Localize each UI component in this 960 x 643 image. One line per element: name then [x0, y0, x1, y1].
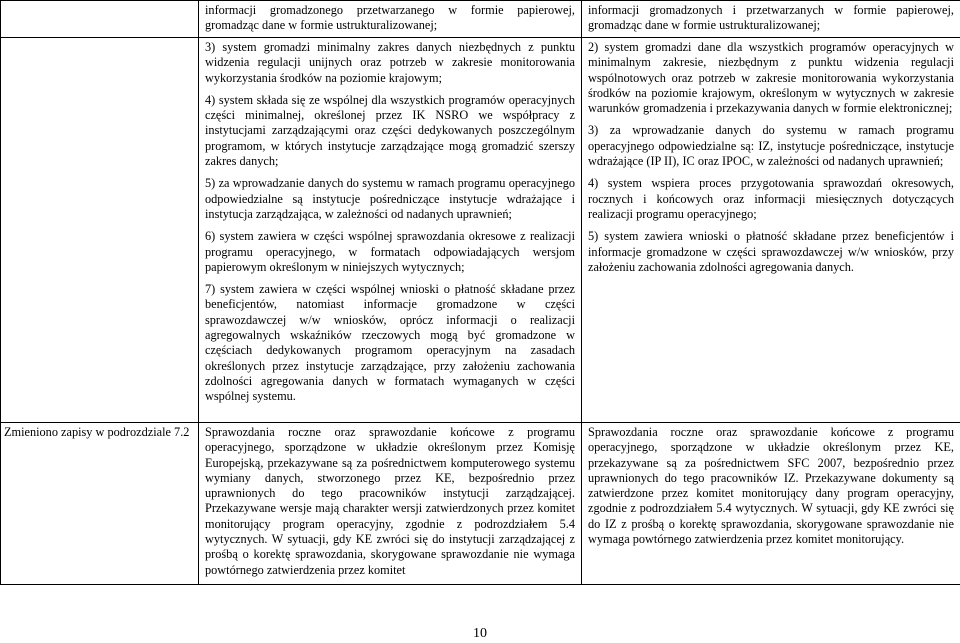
- change-note: Zmieniono zapisy w podrozdziale 7.2: [4, 425, 190, 439]
- paragraph: informacji gromadzonych i przetwarzanych w formie papierowej, gromadząc dane w formie ustrukturalizowanej;: [588, 3, 954, 33]
- paragraph: 3) system gromadzi minimalny zakres danych niezbędnych z punktu widzenia regulacji unijnych oraz potrzeb w zakresie monitorowania wykorzystania środków na poziomie krajowym;: [205, 40, 575, 85]
- cell-change-note-main: [1, 38, 199, 423]
- paragraph: Sprawozdania roczne oraz sprawozdanie końcowe z programu operacyjnego, sporządzone w układzie określonym przez Komisję Europejską, przekazywane są za pośrednictwem komputerowego systemu wymiany danych, stworzonego przez KE, bezpośrednio przez uprawnionych do tego pracowników instytucji zarządzającej. Przekazywane wersje mają charakter wersji zatwierdzonych przez komitet monitorujący program operacyjny, zgodnie z podrozdziałem 5.4 wytycznych. W sytuacji, gdy KE zwróci się do instytucji zarządzającej z prośbą o korektę sprawozdania, skorygowane sprawozdanie nie wymaga powtórnego zatwierdzenia przez komitet: [205, 425, 575, 577]
- table-row-main: [1, 38, 960, 423]
- cell-old-text-main: [199, 38, 582, 423]
- cell-change-note-bottom: [1, 423, 199, 585]
- page-number: 10: [473, 626, 487, 641]
- paragraph: 2) system gromadzi dane dla wszystkich programów operacyjnych w minimalnym zakresie, niezbędnym z punktu widzenia regulacji wspólnotowych oraz potrzeb w zakresie monitorowania wykorzystania środków na poziomie krajowym, określonym w wytycznych w zakresie warunków gromadzenia i przekazywania danych w formie elektronicznej;: [588, 40, 954, 116]
- paragraph: 4) system wspiera proces przygotowania sprawozdań okresowych, rocznych i końcowych oraz informacji miesięcznych dotyczących realizacji programu operacyjnego;: [588, 176, 954, 221]
- paragraph: 3) za wprowadzanie danych do systemu w ramach programu operacyjnego odpowiedzialne są: IZ, instytucje pośredniczące, instytucje wdrażające (IP II), IC oraz IPOC, w zależności od nadanych uprawnień;: [588, 123, 954, 169]
- paragraph: 7) system zawiera w części wspólnej wnioski o płatność składane przez beneficjentów, natomiast informacje gromadzone w części sprawozdawczej w/w wniosków, oprócz informacji o realizacji agregowalnych wskaźników rzeczowych mogą być gromadzone w częściach dedykowanych programom operacyjnym na zasadach określonych przez instytucje zarządzające, przy założeniu zachowania zdolności agregowania danych w formatach wymaganych w części wspólnej systemu.: [205, 282, 575, 404]
- paragraph: informacji gromadzonego przetwarzanego w formie papierowej, gromadząc dane w formie ustrukturalizowanej;: [205, 3, 575, 33]
- cell-new-text-bottom: [582, 423, 960, 585]
- paragraph: Sprawozdania roczne oraz sprawozdanie końcowe z programu operacyjnego, sporządzone w układzie określonym przez KE, przekazywane są za pośrednictwem SFC 2007, bezpośrednio przez uprawnionych do tego pracowników IZ. Przekazywane dokumenty są zatwierdzone przez komitet monitorujący dany program operacyjny, zgodnie z podrozdziałem 5.4 wytycznych. W sytuacji, gdy KE zwróci się do IZ z prośbą o korektę sprawozdania, skorygowane sprawozdanie nie wymaga powtórnego zatwierdzenia przez komitet monitorujący.: [588, 425, 954, 547]
- table-row-bottom: [1, 423, 960, 585]
- cell-old-text-bottom: [199, 423, 582, 585]
- cell-change-note-top: [1, 1, 199, 38]
- paragraph: 4) system składa się ze wspólnej dla wszystkich programów operacyjnych części minimalnej, określonej przez IK NSRO we współpracy z instytucjami zarządzającymi oraz części dedykowanych poszczególnym programom, w których instytucje zarządzające mogą gromadzić szerszy zakres danych;: [205, 92, 575, 169]
- table-row-top: [1, 1, 960, 38]
- cell-new-text-main: [582, 38, 960, 423]
- cell-new-text-top: [582, 1, 960, 38]
- cell-old-text-top: [199, 1, 582, 38]
- paragraph: 5) system zawiera wnioski o płatność składane przez beneficjentów i informacje gromadzone w części sprawozdawczej w/w wniosków, przy założeniu zachowania zdolności agregowania danych.: [588, 229, 954, 274]
- paragraph: 6) system zawiera w części wspólnej sprawozdania okresowe z realizacji programu operacyjnego, w formatach odpowiadających wersjom papierowym określonym w niniejszych wytycznych;: [205, 229, 575, 274]
- paragraph: 5) za wprowadzanie danych do systemu w ramach programu operacyjnego odpowiedzialne są instytucje pośredniczące instytucje wdrażające i instytucja zarządzająca, w zależności od nadanych uprawnień;: [205, 176, 575, 221]
